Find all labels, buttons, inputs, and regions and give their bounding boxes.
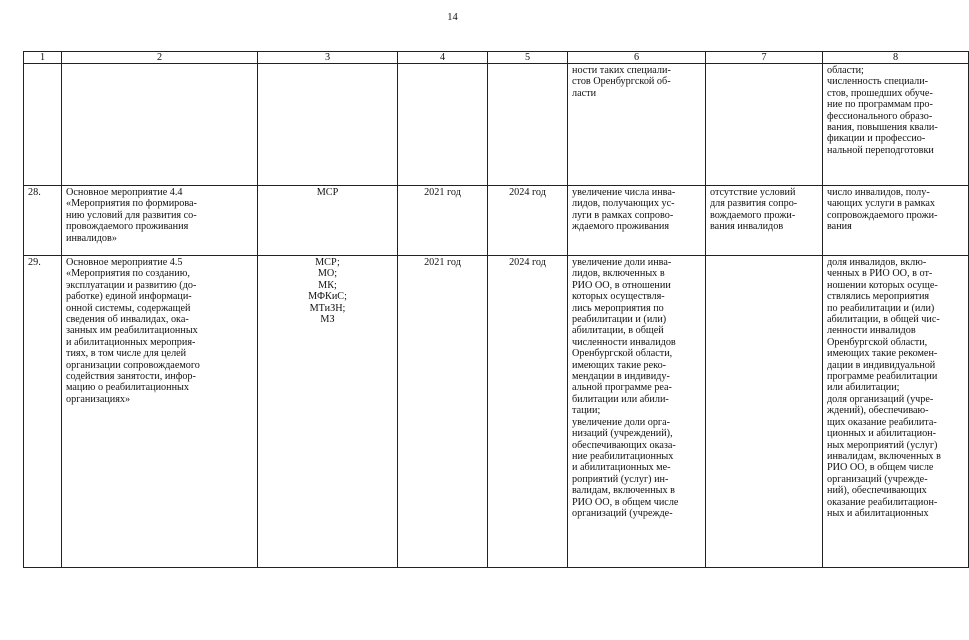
consequences-line: отсутствие условий bbox=[710, 187, 796, 198]
indicators-line: щих оказание реабилита- bbox=[827, 416, 937, 428]
measure-name-line: занных им реабилитационных bbox=[66, 325, 198, 337]
row-number-cell bbox=[24, 64, 62, 186]
expected-result-line: стов Оренбургской об- bbox=[572, 76, 671, 88]
table-row-continuation bbox=[24, 64, 969, 186]
column-number: 8 bbox=[823, 52, 969, 64]
expected-result-line: билитации или абили- bbox=[572, 393, 669, 405]
measure-name-line: Основное мероприятие 4.4 bbox=[66, 187, 183, 198]
measure-name-line: эксплуатации и развитию (до- bbox=[66, 279, 197, 291]
measure-name-line: мацию о реабилитационных bbox=[66, 382, 189, 394]
indicators-line: или абилитации; bbox=[827, 382, 900, 394]
expected-result-line: РИО ОО, в отношении bbox=[572, 279, 671, 291]
indicators-line: абилитации, в общей чис- bbox=[827, 314, 940, 326]
indicators-line: области; bbox=[827, 65, 864, 76]
measure-name-line: Основное мероприятие 4.5 bbox=[66, 257, 183, 268]
measure-name-line: онной системы, содержащей bbox=[66, 302, 191, 314]
indicators-line: стов, прошедших обуче- bbox=[827, 87, 933, 99]
expected-result-line: ждаемого проживания bbox=[572, 221, 670, 233]
indicators-line: ношении которых осуще- bbox=[827, 279, 938, 291]
expected-result-line: низаций (учреждений), bbox=[572, 428, 673, 440]
responsible-executor-line: МФКиС; bbox=[308, 291, 347, 303]
column-number: 6 bbox=[568, 52, 706, 64]
expected-result-cell bbox=[568, 186, 706, 256]
expected-result-line: ние реабилитационных bbox=[572, 450, 674, 462]
end-year-cell: 2024 год bbox=[488, 256, 568, 568]
measure-name-line: провождаемого проживания bbox=[66, 221, 189, 233]
expected-result-line: лись мероприятия по bbox=[572, 302, 664, 314]
indicators-line: вания, повышения квали- bbox=[827, 122, 938, 134]
measure-name-line: инвалидов» bbox=[66, 232, 117, 244]
end-year-cell: 2024 год bbox=[488, 186, 568, 256]
start-year-cell: 2021 год bbox=[398, 186, 488, 256]
responsible-executor-line: МТиЗН; bbox=[309, 302, 346, 314]
indicators-line: оказание реабилитацион- bbox=[827, 496, 938, 508]
indicators-line: имеющих такие рекомен- bbox=[827, 348, 938, 360]
measure-name-line: организациях» bbox=[66, 393, 131, 405]
indicators-line: чающих услуги в рамках bbox=[827, 198, 935, 210]
indicators-cell bbox=[823, 256, 969, 568]
column-number: 5 bbox=[488, 52, 568, 64]
expected-result-cell bbox=[568, 64, 706, 186]
measure-name-line: нию условий для развития со- bbox=[66, 209, 197, 221]
indicators-line: ждений), обеспечиваю- bbox=[827, 405, 929, 417]
indicators-line: по реабилитации и (или) bbox=[827, 302, 935, 314]
measure-name-cell bbox=[62, 256, 258, 568]
responsible-executor-cell bbox=[258, 64, 398, 186]
indicators-line: РИО ОО, в общем числе bbox=[827, 462, 934, 474]
start-year-cell: 2021 год bbox=[398, 256, 488, 568]
expected-result-line: лидов, включенных в bbox=[572, 268, 665, 280]
measure-name-line: сведения об инвалидах, ока- bbox=[66, 314, 189, 326]
indicators-line: дации в индивидуальной bbox=[827, 359, 936, 371]
indicators-line: фикации и профессио- bbox=[827, 133, 926, 145]
expected-result-line: ласти bbox=[572, 87, 597, 99]
indicators-line: фессионального образо- bbox=[827, 110, 933, 122]
indicators-line: ние по программам про- bbox=[827, 99, 933, 111]
row-number-cell: 28. bbox=[24, 186, 62, 256]
responsible-executor-line: МЗ bbox=[320, 314, 335, 326]
expected-result-line: организаций (учрежде- bbox=[572, 507, 673, 519]
expected-result-line: которых осуществля- bbox=[572, 291, 665, 303]
indicators-line: ний), обеспечивающих bbox=[827, 485, 927, 497]
measure-name-line: содействия занятости, инфор- bbox=[66, 371, 196, 383]
consequences-line: вождаемого прожи- bbox=[710, 209, 796, 221]
expected-result-line: тации; bbox=[572, 405, 601, 417]
responsible-executor-line: МСР bbox=[316, 187, 339, 198]
indicators-line: число инвалидов, полу- bbox=[827, 187, 930, 198]
indicators-line: доля инвалидов, вклю- bbox=[827, 257, 927, 268]
measure-name-line: организации сопровождаемого bbox=[66, 359, 200, 371]
responsible-executor-line: МК; bbox=[318, 279, 337, 291]
expected-result-line: и абилитационных ме- bbox=[572, 462, 671, 474]
table-row-28 bbox=[24, 186, 969, 256]
indicators-line: ных и абилитационных bbox=[827, 507, 929, 519]
expected-result-line: обеспечивающих оказа- bbox=[572, 439, 676, 451]
consequences-cell bbox=[706, 64, 823, 186]
expected-result-line: реабилитации и (или) bbox=[572, 314, 667, 326]
start-year-cell bbox=[398, 64, 488, 186]
expected-result-line: луги в рамках сопрово- bbox=[572, 209, 674, 221]
table-row-29 bbox=[24, 256, 969, 568]
expected-result-line: валидам, включенных в bbox=[572, 485, 675, 497]
measure-name-line: «Мероприятия по созданию, bbox=[66, 268, 190, 280]
expected-result-line: увеличение числа инва- bbox=[572, 187, 676, 198]
measure-name-cell bbox=[62, 186, 258, 256]
measure-name-line: работке) единой информаци- bbox=[66, 291, 192, 303]
indicators-line: ленности инвалидов bbox=[827, 325, 916, 337]
consequences-line: для развития сопро- bbox=[710, 198, 798, 210]
row-number-cell: 29. bbox=[24, 256, 62, 568]
consequences-cell bbox=[706, 256, 823, 568]
column-number: 1 bbox=[24, 52, 62, 64]
indicators-line: программе реабилитации bbox=[827, 371, 938, 383]
expected-result-line: увеличение доли инва- bbox=[572, 257, 672, 268]
indicators-line: численность специали- bbox=[827, 76, 929, 88]
end-year-cell bbox=[488, 64, 568, 186]
expected-result-cell bbox=[568, 256, 706, 568]
expected-result-line: имеющих такие реко- bbox=[572, 359, 667, 371]
indicators-line: ствлялись мероприятия bbox=[827, 291, 930, 303]
page-number: 14 bbox=[447, 12, 458, 23]
expected-result-line: абилитации, в общей bbox=[572, 325, 664, 337]
consequences-line: вания инвалидов bbox=[710, 221, 784, 233]
expected-result-line: альной программе реа- bbox=[572, 382, 672, 394]
indicators-line: ченных в РИО ОО, в от- bbox=[827, 268, 933, 280]
column-number: 4 bbox=[398, 52, 488, 64]
column-number: 2 bbox=[62, 52, 258, 64]
measures-table bbox=[23, 51, 969, 568]
indicators-cell bbox=[823, 64, 969, 186]
responsible-executor-cell bbox=[258, 186, 398, 256]
indicators-line: вания bbox=[827, 221, 852, 233]
measure-name-cell bbox=[62, 64, 258, 186]
expected-result-line: увеличение доли орга- bbox=[572, 416, 671, 428]
measure-name-line: «Мероприятия по формирова- bbox=[66, 198, 197, 210]
expected-result-line: лидов, получающих ус- bbox=[572, 198, 675, 210]
expected-result-line: мендации в индивиду- bbox=[572, 371, 670, 383]
indicators-line: Оренбургской области, bbox=[827, 336, 928, 348]
expected-result-line: численности инвалидов bbox=[572, 336, 676, 348]
measure-name-line: и абилитационных мероприя- bbox=[66, 336, 196, 348]
expected-result-line: РИО ОО, в общем числе bbox=[572, 496, 679, 508]
indicators-line: ных мероприятий (услуг) bbox=[827, 439, 938, 451]
indicators-line: доля организаций (учре- bbox=[827, 393, 934, 405]
column-number-row bbox=[24, 52, 969, 64]
consequences-cell bbox=[706, 186, 823, 256]
column-number: 7 bbox=[706, 52, 823, 64]
expected-result-line: ности таких специали- bbox=[572, 65, 671, 76]
indicators-line: ционных и абилитацион- bbox=[827, 428, 937, 440]
responsible-executor-cell bbox=[258, 256, 398, 568]
responsible-executor-line: МСР; bbox=[315, 257, 340, 268]
expected-result-line: Оренбургской области, bbox=[572, 348, 673, 360]
indicators-cell bbox=[823, 186, 969, 256]
indicators-line: инвалидам, включенных в bbox=[827, 450, 941, 462]
column-number: 3 bbox=[258, 52, 398, 64]
responsible-executor-line: МО; bbox=[317, 268, 338, 280]
indicators-line: организаций (учрежде- bbox=[827, 473, 928, 485]
indicators-line: сопровождаемого прожи- bbox=[827, 209, 938, 221]
indicators-line: нальной переподготовки bbox=[827, 144, 934, 156]
measure-name-line: тиях, в том числе для целей bbox=[66, 348, 187, 360]
expected-result-line: роприятий (услуг) ин- bbox=[572, 473, 669, 485]
